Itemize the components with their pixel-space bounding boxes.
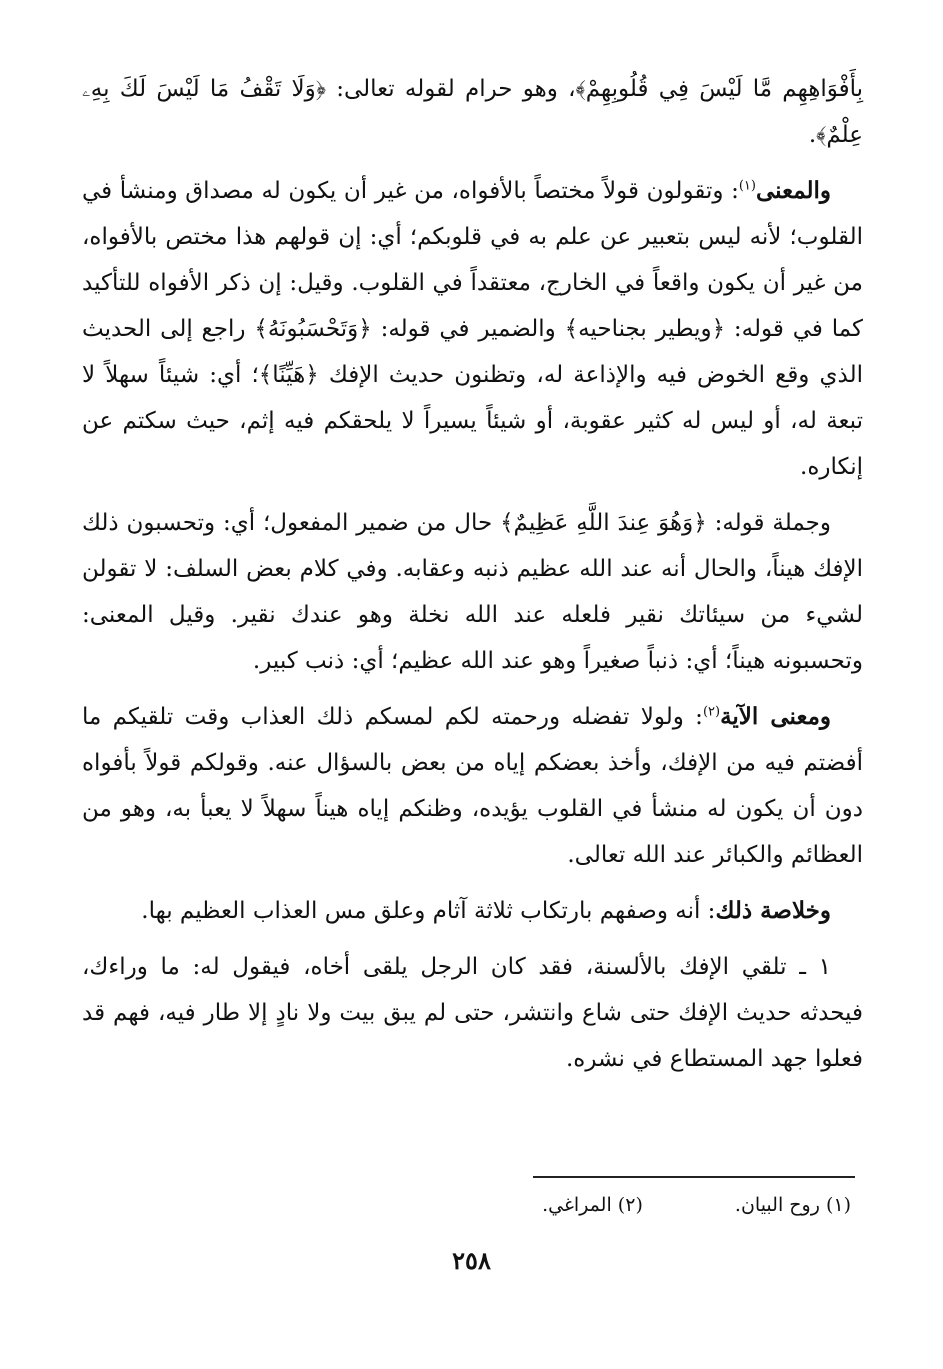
- paragraph-3-text: وجملة قوله: ﴿وَهُوَ عِندَ اللَّهِ عَظِيمٌ﴾ حال من ضمير المفعول؛ أي: وتحسبون ذلك الإفك هيناً، والحال أنه عند الله عظيم ذنبه وعقابه. وفي كلام بعض السلف: لا تقولن لشيء من سيئاتك نقير فلعله عند الله نخلة وهو عندك نقير. وقيل المعنى: وتحسبونه هيناً؛ أي: ذنباً صغيراً وهو عند الله عظيم؛ أي: ذنب كبير.: [82, 510, 863, 674]
- footnote-1-number: (١): [825, 1194, 851, 1216]
- footnote-1: [735, 1190, 851, 1220]
- paragraph-2: [82, 168, 863, 490]
- paragraph-5-text: : أنه وصفهم بارتكاب ثلاثة آثام وعلق مس العذاب العظيم بها.: [141, 898, 716, 924]
- footnotes: [300, 1190, 851, 1220]
- footnote-1-text: روح البيان.: [734, 1194, 820, 1216]
- paragraph-4-text: : ولولا تفضله ورحمته لكم لمسكم ذلك العذاب وقت تلقيكم ما أفضتم فيه من الإفك، وأخذ بعضكم إياه من بعض بالسؤال عنه. وقولكم قولاً بأفواه دون أن يكون له منشأ في القلوب يؤيده، وظنكم إياه هيناً سهلاً لا يعبأ به، وهو من العظائم والكبائر عند الله تعالى.: [82, 704, 863, 868]
- paragraph-3: [82, 500, 863, 684]
- footnote-separator: [533, 1176, 855, 1178]
- paragraph-4: [82, 694, 863, 878]
- footnote-2-text: المراغي.: [542, 1194, 612, 1216]
- paragraph-6: [82, 944, 863, 1082]
- paragraph-1-text: بِأَفْوَاهِهِم مَّا لَيْسَ فِي قُلُوبِهِمْ﴾، وهو حرام لقوله تعالى: ﴿وَلَا تَقْفُ مَا لَيْسَ لَكَ بِهِۦ عِلْمٌ﴾.: [82, 76, 863, 148]
- paragraph-6-text: ١ ـ تلقي الإفك بالألسنة، فقد كان الرجل يلقى أخاه، فيقول له: ما وراءك، فيحدثه حديث الإفك حتى شاع وانتشر، حتى لم يبق بيت ولا نادٍ إلا طار فيه، فهم قد فعلوا جهد المستطاع في نشره.: [82, 954, 863, 1072]
- main-text: [82, 66, 863, 1082]
- footnote-ref-2: (٢): [702, 704, 721, 720]
- paragraph-1: [82, 66, 863, 158]
- footnote-2: [542, 1190, 643, 1220]
- paragraph-5: [82, 888, 863, 934]
- footnote-ref-1: (١): [738, 178, 756, 194]
- paragraph-4-heading: ومعنى الآية: [720, 703, 831, 730]
- footnote-2-number: (٢): [617, 1194, 643, 1216]
- paragraph-2-heading: والمعنى: [755, 177, 831, 204]
- paragraph-2-text: : وتقولون قولاً مختصاً بالأفواه، من غير أن يكون له مصداق ومنشأ في القلوب؛ لأنه ليس بتعبير عن علم به في قلوبكم؛ أي: إن قولهم هذا مختص بالأفواه، من غير أن يكون واقعاً في الخارج، معتقداً في القلوب. وقيل: إن ذكر الأفواه للتأكيد كما في قوله: ﴿ويطير بجناحيه﴾ والضمير في قوله: ﴿وَتَحْسَبُونَهُ﴾ راجع إلى الحديث الذي وقع الخوض فيه والإذاعة له، وتظنون حديث الإفك ﴿هَيِّنًا﴾؛ أي: شيئاً سهلاً لا تبعة له، أو ليس له كثير عقوبة، أو شيئاً يسيراً لا يلحقكم فيه إثم، حيث سكتم عن إنكاره.: [82, 178, 863, 480]
- paragraph-5-heading: وخلاصة ذلك: [715, 897, 831, 924]
- page-number: ٢٥٨: [452, 1246, 491, 1275]
